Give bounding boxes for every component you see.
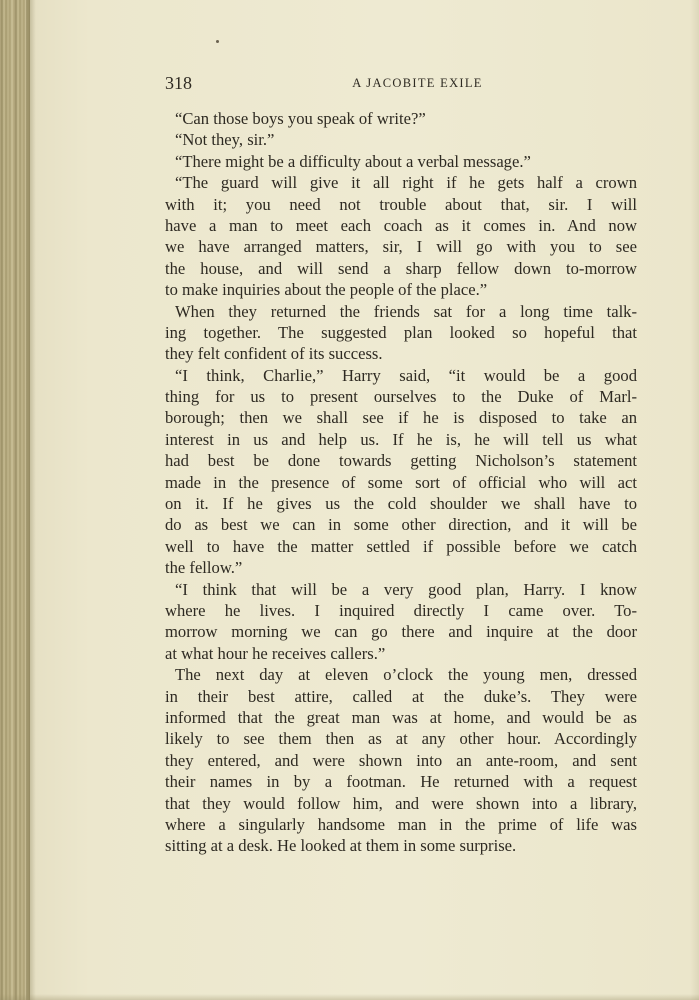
text-line: made in the presence of some sort of official who will act — [165, 472, 637, 492]
text-line: do as best we can in some other direction, and it will be — [165, 515, 637, 535]
text-line: their names in by a footman. He returned with a request — [165, 772, 637, 792]
gutter-shadow — [26, 0, 36, 1000]
text-line: informed that the great man was at home, and would be as — [165, 707, 637, 727]
text-line: to make inquiries about the people of the place.” — [165, 280, 488, 300]
text-line: “I think, Charlie,” Harry said, “it would be a good — [175, 365, 637, 385]
text-line: When they returned the friends sat for a long time talk- — [175, 301, 637, 321]
text-line: that they would follow him, and were shown into a library, — [165, 793, 637, 813]
ink-speck — [216, 40, 219, 43]
text-line: “There might be a difficulty about a verbal message.” — [175, 151, 531, 171]
text-line: the house, and will send a sharp fellow down to-morrow — [165, 258, 637, 278]
text-line: “I think that will be a very good plan, Harry. I know — [175, 579, 637, 599]
text-line: where a singularly handsome man in the prime of life was — [165, 814, 637, 834]
text-line: morrow morning we can go there and inquire at the door — [165, 622, 637, 642]
text-line: had best be done towards getting Nicholson’s statement — [165, 451, 637, 471]
text-line: the fellow.” — [165, 558, 243, 578]
text-line: they entered, and were shown into an ante-room, and sent — [165, 750, 637, 770]
page-bottom-edge — [0, 994, 699, 1000]
text-line: on it. If he gives us the cold shoulder we shall have to — [165, 494, 637, 514]
text-line: well to have the matter settled if possible before we catch — [165, 536, 637, 556]
text-line: borough; then we shall see if he is disposed to take an — [165, 408, 637, 428]
text-line: “The guard will give it all right if he gets half a crown — [175, 173, 637, 193]
text-line: have a man to meet each coach as it comes in. And now — [165, 215, 637, 235]
text-line: “Not they, sir.” — [175, 130, 275, 150]
text-line: we have arranged matters, sir, I will go with you to see — [165, 237, 637, 257]
text-line: The next day at eleven o’clock the young men, dressed — [175, 665, 637, 685]
text-line: in their best attire, called at the duke’s. They were — [165, 686, 637, 706]
text-line: with it; you need not trouble about that, sir. I will — [165, 194, 637, 214]
text-line: “Can those boys you speak of write?” — [175, 109, 426, 128]
text-line: where he lives. I inquired directly I came over. To- — [165, 600, 637, 620]
text-line: interest in us and help us. If he is, he will tell us what — [165, 429, 637, 449]
text-line: thing for us to present ourselves to the Duke of Marl- — [165, 387, 637, 407]
page-header — [165, 73, 640, 97]
page-number: 318 — [165, 73, 192, 93]
text-line: likely to see them then as at any other hour. Accordingly — [165, 729, 637, 749]
text-line: at what hour he receives callers.” — [165, 643, 386, 663]
body-text — [165, 108, 637, 857]
text-line: sitting at a desk. He looked at them in some surprise. — [165, 836, 517, 856]
text-line: they felt confident of its success. — [165, 344, 383, 364]
running-title: A JACOBITE EXILE — [352, 76, 483, 90]
text-line: ing together. The suggested plan looked so hopeful that — [165, 322, 637, 342]
